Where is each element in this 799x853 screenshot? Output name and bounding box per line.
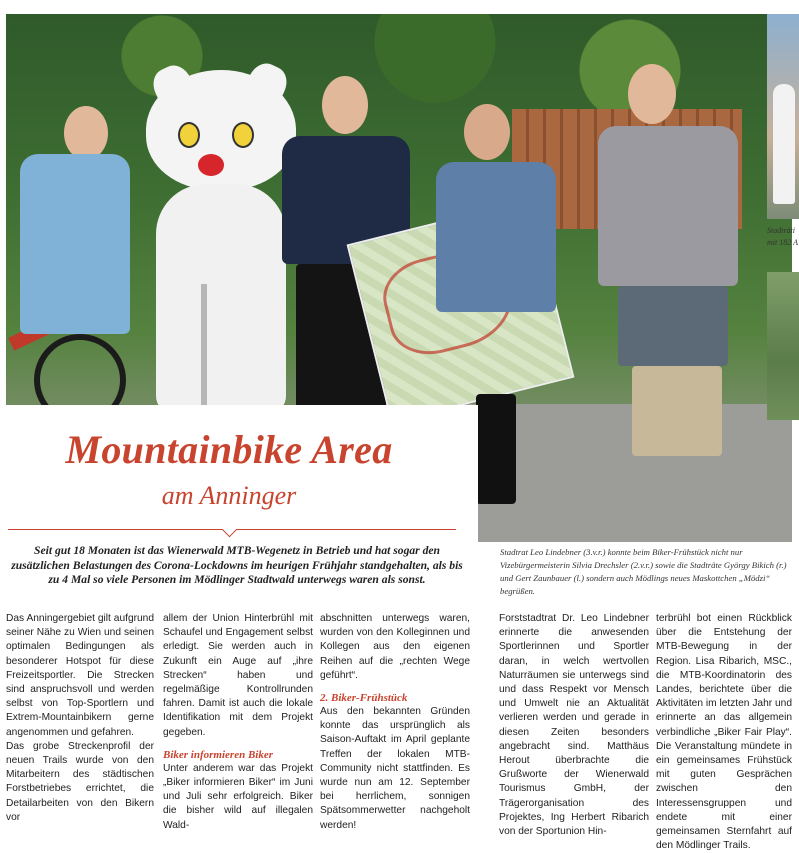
- side-caption-1: Stadträti: [767, 226, 796, 235]
- column-3: [320, 612, 470, 833]
- paragraph: terbrühl bot einen Rückblick über die Entstehung der MTB-Bewegung in der Region. Lisa Ribarich, MSC., die MTB-Koordinatorin des Landes, berichtete über die Aktivitäten im letzten Jahr und erinnerte an das allgemein verbindliche „Biker Fair Play“. Die Veranstaltung mündete in ein gemeinsames Frühstück mit guten Gesprächen zwischen den Interessensgruppen und endete mit einer gemeinsamen Sternfahrt auf den Mödlinger Trails.: [656, 613, 792, 852]
- column-4: [499, 612, 649, 839]
- lead-paragraph: Seit gut 18 Monaten ist das Wienerwald MTB-Wegenetz in Betrieb und hat sogar den zusätzlichen Belastungen des Corona-Lockdowns im heurigen Frühjahr standgehalten, als bis zu 4 Mal so viele Personen im Mödlinger Stadtwald unterwegs waren als sonst.: [11, 544, 463, 586]
- paragraph: Aus den bekannten Gründen konnte das ursprünglich als Saison-Auftakt im April geplante Treffen der lokalen MTB-Community nicht stattfinden. Es wurde nun am 12. September bei herrlichem, sonnigen Spätsommerwetter nachgeholt werden!: [320, 706, 470, 831]
- column-2: [163, 612, 313, 833]
- side-photo-top: [767, 14, 799, 219]
- section-heading: Biker informieren Biker: [163, 748, 274, 761]
- paragraph: Das grobe Streckenprofil der neuen Trails wurde von den Mitarbeitern des städtischen Forstbetriebes errichtet, die Detailarbeiten von den Bikern vor: [6, 740, 154, 823]
- photo-caption: Stadtrat Leo Lindebner (3.v.r.) konnte beim Biker-Frühstück nicht nur Vizebürgermeisterin Silvia Drechsler (2.v.r.) sowie die Stadträte György Bikich (r.) und Gert Zaunbauer (l.) sondern auch Mödlings neues Maskottchen „Mödzi“ begrüßen.: [500, 547, 787, 596]
- paragraph: allem der Union Hinterbrühl mit Schaufel und Engagement selbst erledigt. Sie werden auch in Zukunft ein Auge auf „ihre Strecken“ haben und regelmäßige Kontrollrunden fahren. Damit ist auch die lokale Identifikation mit dem Projekt gegeben.: [163, 613, 313, 738]
- paragraph: Unter anderem war das Projekt „Biker informieren Biker“ im Juni und Juli sehr erfolgreich. Biker die bisher wild auf illegalen Wald-: [163, 762, 313, 831]
- column-5: [656, 612, 792, 853]
- article-title: Mountainbike Area: [65, 427, 393, 472]
- paragraph: Forststadtrat Dr. Leo Lindebner erinnerte die anwesenden Sportlerinnen und Sportler daran, in welch wertvollen Naturräumen sie unterwegs sind und dass Respekt vor Mensch und Umwelt nie an Aktualität verlieren werden und gerade in diesen Zeiten besonders angebracht sind. Matthäus Herout überbrachte die Grußworte der Wienerwald Tourismus GmbH, der Trägerorganisation des Projektes, Ing Herbert Ribarich von der Sportunion Hin-: [499, 613, 649, 838]
- section-heading: 2. Biker-Frühstück: [320, 692, 408, 705]
- article-subtitle: am Anninger: [161, 481, 297, 510]
- side-photo-bottom: [767, 272, 799, 420]
- side-caption-2: mit 182 A: [767, 238, 798, 247]
- column-1: [6, 612, 154, 825]
- paragraph: Das Anningergebiet gilt aufgrund seiner Nähe zu Wien und seinen optimalen Bedingungen als besonderer Hotspot für diese Freizeitsportler. Die Strecken sind anspruchsvoll und werden selbst von Top-Sportlern und Extrem-Mountainbikern gerne angenommen und gefahren.: [6, 613, 154, 738]
- paragraph: abschnitten unterwegs waren, wurden von den Kolleginnen und Kollegen aus den eigenen Reihen auf die „rechten Wege geführt“.: [320, 613, 470, 681]
